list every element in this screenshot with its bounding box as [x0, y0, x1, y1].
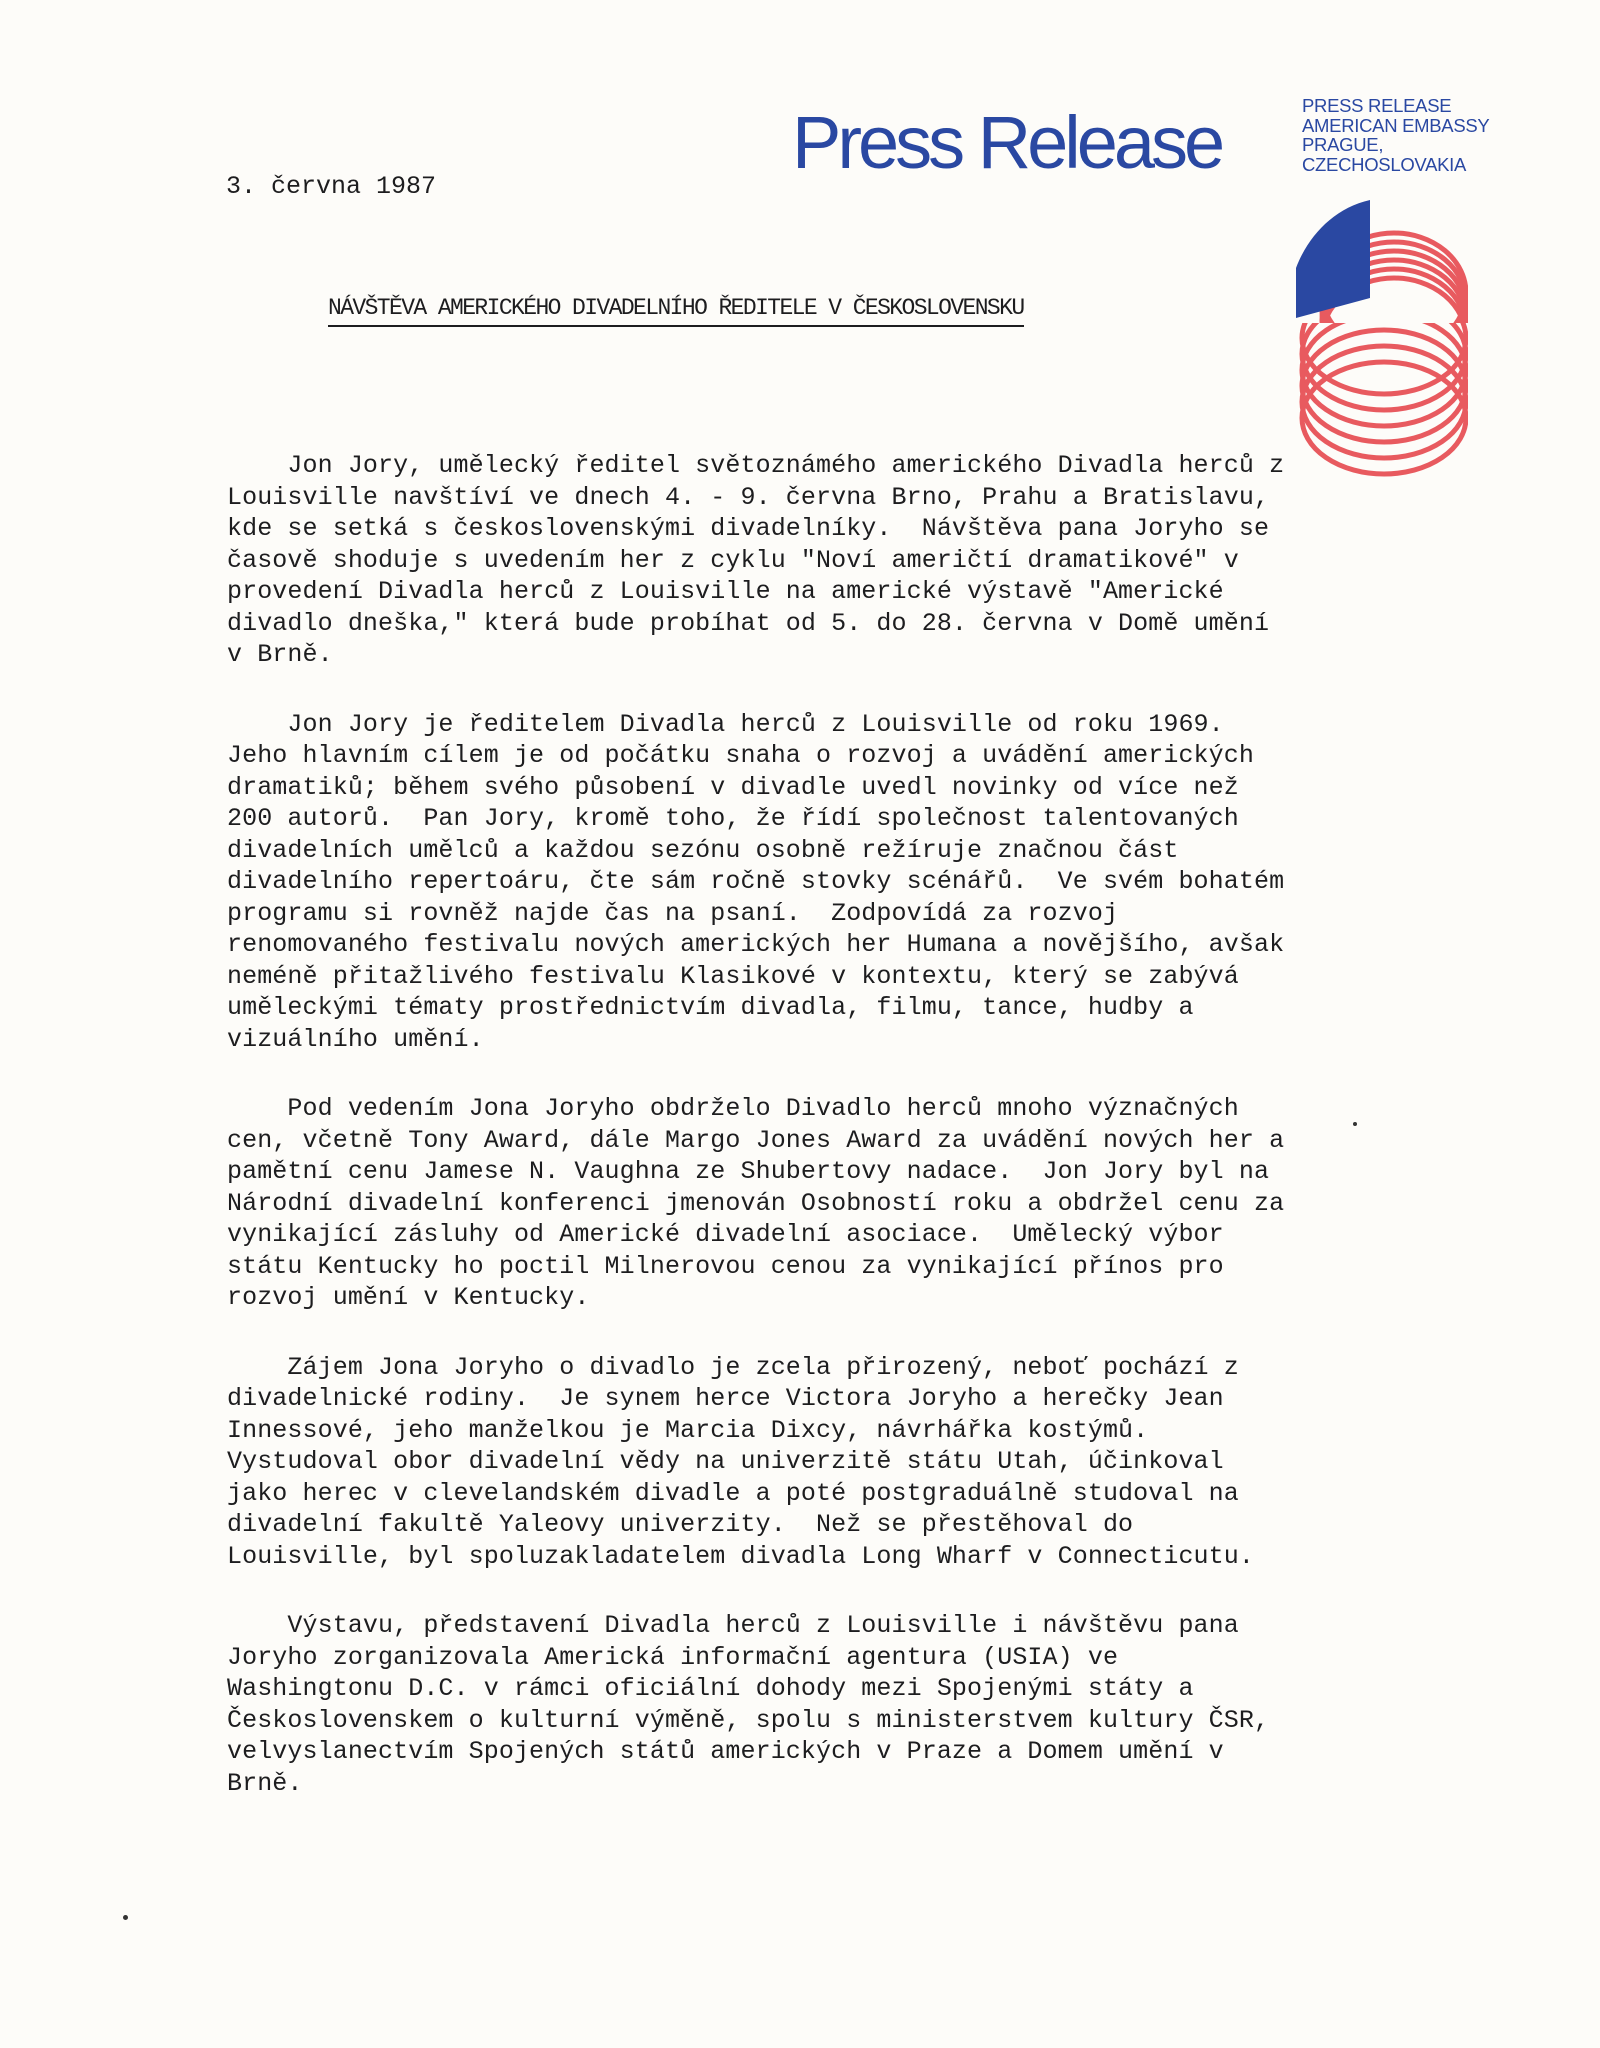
text-line: vizuálního umění.: [227, 1024, 484, 1054]
text-line: vynikající zásluhy od Americké divadelní asociace. Umělecký výbor: [227, 1220, 1224, 1249]
logo-blue-field: [1296, 200, 1370, 318]
text-line: Brně.: [227, 1768, 303, 1798]
text-line: divadlo dneška," která bude probíhat od 5. do 28. června v Domě umění: [227, 608, 1270, 638]
text-line: uměleckými tématy prostřednictvím divadla, filmu, tance, hudby a: [227, 993, 1194, 1022]
paragraph: [227, 1610, 1397, 1799]
release-date: 3. června 1987: [226, 172, 437, 201]
text-line: v Brně.: [227, 640, 333, 669]
address-line: CZECHOSLOVAKIA: [1302, 153, 1467, 175]
address-line: PRAGUE,: [1302, 134, 1384, 155]
text-line: divadelního repertoáru, čte sám ročně stovky scénářů. Ve svém bohatém: [227, 867, 1285, 896]
text-line: dramatiků; během svého působení v divadle uvedl novinky od více než: [227, 772, 1239, 802]
stray-mark: [123, 1915, 128, 1920]
text-line: Joryho zorganizovala Americká informační agentura (USIA) ve: [227, 1642, 1119, 1672]
text-line: velvyslanectvím Spojených států amerických v Praze a Domem umění v: [227, 1737, 1224, 1766]
text-line: jako herec v clevelandském divadle a poté postgraduálně studoval na: [227, 1478, 1239, 1508]
text-line: divadelních umělců a každou sezónu osobně režíruje značnou část: [227, 835, 1179, 865]
text-line: Jon Jory, umělecký ředitel světoznámého amerického Divadla herců z: [227, 451, 1285, 480]
text-line: divadelní fakultě Yaleovy univerzity. Než se přestěhoval do: [227, 1510, 1134, 1539]
paragraph: [227, 709, 1397, 1056]
headline: NÁVŠTĚVA AMERICKÉHO DIVADELNÍHO ŘEDITELE V ČESKOSLOVENSKU: [328, 295, 1024, 327]
text-line: pamětní cenu Jamese N. Vaughna ze Shubertovy nadace. Jon Jory byl na: [227, 1157, 1270, 1186]
text-line: divadelnické rodiny. Je synem herce Victora Joryho a herečky Jean: [227, 1384, 1224, 1413]
text-line: Výstavu, představení Divadla herců z Louisville i návštěvu pana: [227, 1611, 1239, 1640]
address-line: AMERICAN EMBASSY: [1302, 114, 1490, 136]
text-line: Národní divadelní konferenci jmenován Osobností roku a obdržel cenu za: [227, 1188, 1285, 1218]
address-line: PRESS RELEASE: [1302, 95, 1452, 116]
paragraph: [227, 450, 1397, 671]
body-text: [227, 450, 1397, 1837]
text-line: programu si rovněž najde čas na psaní. Zodpovídá za rozvoj: [227, 898, 1119, 928]
stray-mark: [1353, 1122, 1357, 1126]
text-line: Innessové, jeho manželkou je Marcia Dixcy, návrhářka kostýmů.: [227, 1415, 1149, 1445]
text-line: 200 autorů. Pan Jory, kromě toho, že řídí společnost talentovaných: [227, 804, 1239, 833]
text-line: Vystudoval obor divadelní vědy na univerzitě státu Utah, účinkoval: [227, 1447, 1224, 1476]
text-line: Louisville navštíví ve dnech 4. - 9. června Brno, Prahu a Bratislavu,: [227, 482, 1270, 512]
paragraph: [227, 1352, 1397, 1573]
text-line: státu Kentucky ho poctil Milnerovou cenou za vynikající přínos pro: [227, 1251, 1224, 1281]
text-line: Československem o kulturní výměně, spolu s ministerstvem kultury ČSR,: [227, 1705, 1270, 1735]
text-line: Jeho hlavním cílem je od počátku snaha o rozvoj a uvádění amerických: [227, 741, 1254, 770]
text-line: kde se setká s československými divadelníky. Návštěva pana Joryho se: [227, 514, 1270, 543]
text-line: neméně přitažlivého festivalu Klasikové v kontextu, který se zabývá: [227, 961, 1239, 991]
text-line: Zájem Jona Joryho o divadlo je zcela přirozený, neboť pochází z: [227, 1352, 1239, 1382]
text-line: renomovaného festivalu nových amerických her Humana a novějšího, avšak: [227, 930, 1285, 959]
text-line: Jon Jory je ředitelem Divadla herců z Louisville od roku 1969.: [227, 709, 1224, 739]
text-line: Pod vedením Jona Joryho obdrželo Divadlo herců mnoho význačných: [227, 1094, 1239, 1123]
text-line: cen, včetně Tony Award, dále Margo Jones Award za uvádění nových her a: [227, 1125, 1285, 1155]
text-line: provedení Divadla herců z Louisville na americké výstavě "Americké: [227, 577, 1224, 606]
text-line: Louisville, byl spoluzakladatelem divadla Long Wharf v Connecticutu.: [227, 1541, 1254, 1571]
text-line: časově shoduje s uvedením her z cyklu "Noví američtí dramatikové" v: [227, 545, 1239, 575]
text-line: rozvoj umění v Kentucky.: [227, 1283, 590, 1312]
paragraph: [227, 1093, 1397, 1314]
letterhead-title: Press Release: [792, 101, 1222, 184]
text-line: Washingtonu D.C. v rámci oficiální dohody mezi Spojenými státy a: [227, 1674, 1194, 1703]
letterhead-address: [1302, 96, 1489, 174]
